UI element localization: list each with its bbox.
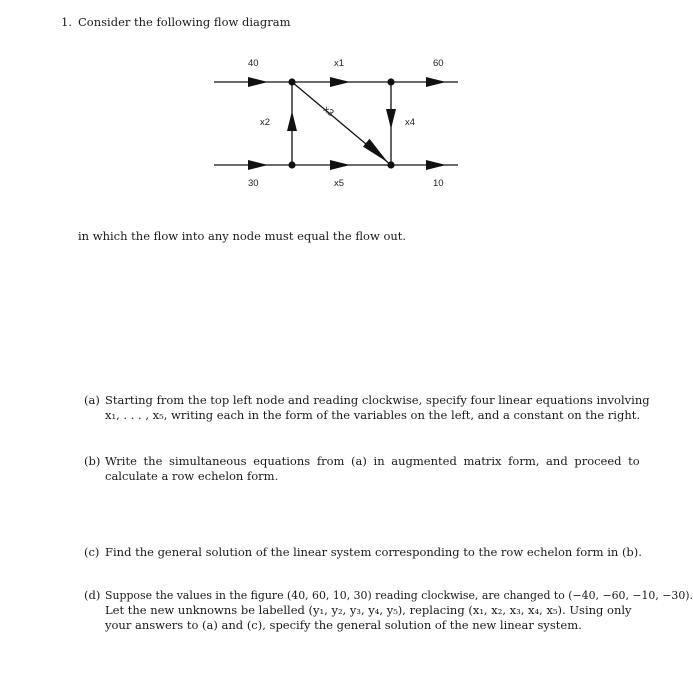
label-x2: x2: [260, 117, 271, 128]
question-a-tag: (a): [84, 393, 100, 407]
question-a-line1: Starting from the top left node and reading clockwise, specify four linear equations involving: [105, 393, 650, 407]
node-bot-right: [387, 161, 394, 168]
question-d-tag: (d): [84, 588, 101, 602]
arrow-bot-in: [248, 160, 268, 170]
label-x3: x3: [320, 104, 336, 119]
question-d-line3: your answers to (a) and (c), specify the general solution of the new linear system.: [105, 618, 582, 632]
label-top-right: 60: [433, 58, 444, 69]
question-c-line1: Find the general solution of the linear system corresponding to the row echelon form in (b).: [105, 545, 642, 559]
question-b-tag: (b): [84, 454, 101, 468]
problem-number: 1.: [61, 15, 72, 29]
flow-diagram: [0, 0, 693, 260]
label-x4: x4: [405, 117, 416, 128]
arrow-x5: [330, 160, 350, 170]
label-x1: x1: [334, 58, 345, 69]
question-c-tag: (c): [84, 545, 100, 559]
flow-condition-text: in which the flow into any node must equal the flow out.: [78, 229, 407, 243]
arrow-x3: [363, 139, 388, 163]
arrow-bot-out: [426, 160, 446, 170]
arrow-x1: [330, 77, 350, 87]
arrow-top-out: [426, 77, 446, 87]
question-b-line1: Write the simultaneous equations from (a) in augmented matrix form, and proceed to: [105, 454, 640, 468]
question-d-line1: Suppose the values in the figure (40, 60, 10, 30) reading clockwise, are changed to (−40, −60, −10, −30).: [105, 589, 693, 602]
problem-intro: Consider the following flow diagram: [78, 15, 291, 29]
label-x5: x5: [334, 178, 345, 189]
node-bot-left: [288, 161, 295, 168]
label-bot-right: 10: [433, 178, 444, 189]
arrow-x2: [287, 111, 297, 131]
arrow-top-in: [248, 77, 268, 87]
question-d-line2: Let the new unknowns be labelled (y₁, y₂, y₃, y₄, y₅), replacing (x₁, x₂, x₃, x₄, x₅). Using only: [105, 603, 632, 617]
question-b-line2: calculate a row echelon form.: [105, 469, 279, 483]
label-bot-left: 30: [248, 178, 259, 189]
question-a-line2: x₁, . . . , x₅, writing each in the form of the variables on the left, and a constant on the right.: [105, 408, 641, 422]
node-top-right: [387, 78, 394, 85]
arrow-x4: [386, 109, 396, 129]
flow-diagram-svg: [0, 0, 693, 260]
label-top-left: 40: [248, 58, 259, 69]
node-top-left: [288, 78, 295, 85]
